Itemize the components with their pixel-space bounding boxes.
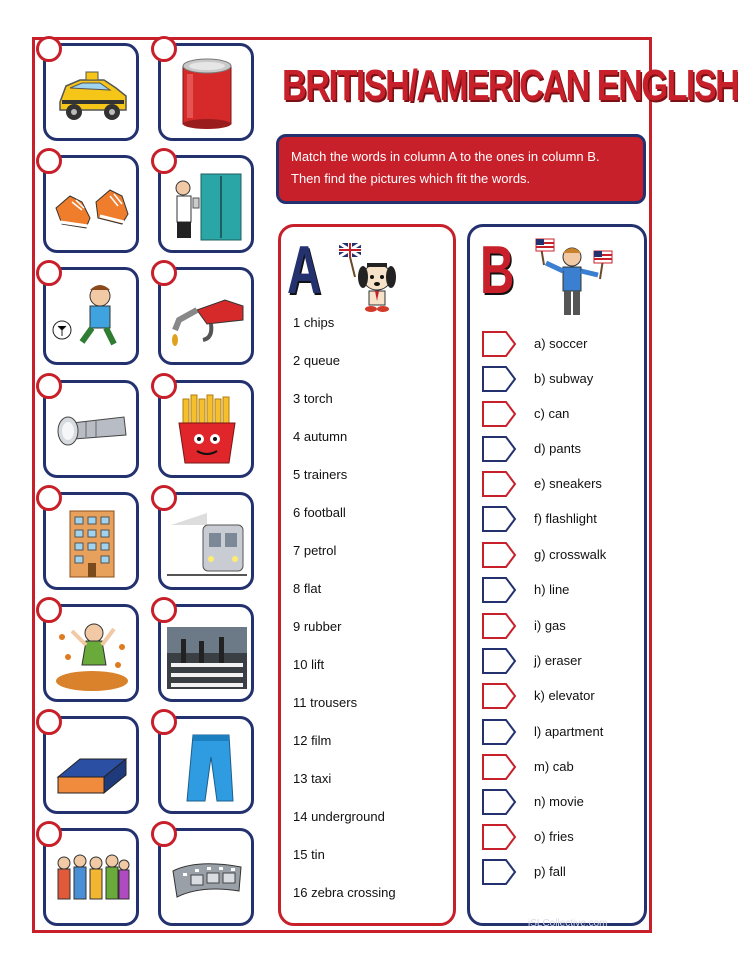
- column-b-row: [482, 789, 642, 815]
- zebra-crossing-icon: [167, 617, 247, 693]
- answer-arrow-box[interactable]: [482, 824, 516, 850]
- subway-train-icon: [167, 505, 247, 581]
- column-a-item: 12 film: [293, 733, 332, 748]
- answer-arrow-box[interactable]: [482, 542, 516, 568]
- column-b-item: o) fries: [534, 829, 574, 844]
- column-a-item: 5 trainers: [293, 467, 348, 482]
- answer-arrow-box[interactable]: [482, 331, 516, 357]
- picture-card[interactable]: [158, 492, 254, 590]
- tin-can-icon: [167, 56, 247, 132]
- column-b-row: [482, 859, 642, 885]
- column-b-item: c) can: [534, 406, 570, 421]
- flashlight-icon: [52, 393, 132, 469]
- column-b-row: [482, 754, 642, 780]
- answer-arrow-box[interactable]: [482, 613, 516, 639]
- column-a-item: 3 torch: [293, 391, 333, 406]
- column-b-row: [482, 613, 642, 639]
- answer-arrow-box[interactable]: [482, 366, 516, 392]
- answer-arrow-box[interactable]: [482, 683, 516, 709]
- column-b-row: [482, 719, 642, 745]
- column-b-item: e) sneakers: [534, 476, 602, 491]
- us-flag-boy-icon: [534, 235, 614, 321]
- column-b-row: [482, 648, 642, 674]
- autumn-leaves-icon: [52, 617, 132, 693]
- column-b-row: [482, 506, 642, 532]
- picture-card[interactable]: [158, 380, 254, 478]
- queue-of-people-icon: [52, 841, 132, 917]
- column-b-item: g) crosswalk: [534, 547, 607, 562]
- instructions-line-1: Match the words in column A to the ones in column B.: [291, 149, 600, 164]
- column-a-item: 2 queue: [293, 353, 340, 368]
- column-b-item: p) fall: [534, 864, 566, 879]
- elevator-icon: [167, 168, 247, 244]
- soccer-player-icon: [52, 280, 132, 356]
- column-b-item: m) cab: [534, 759, 574, 774]
- answer-arrow-box[interactable]: [482, 789, 516, 815]
- picture-card[interactable]: [43, 828, 139, 926]
- picture-card[interactable]: [158, 716, 254, 814]
- sneakers-icon: [52, 168, 132, 244]
- column-b-item: k) elevator: [534, 688, 595, 703]
- column-b-item: f) flashlight: [534, 511, 597, 526]
- eraser-icon: [52, 729, 132, 805]
- picture-card[interactable]: [158, 43, 254, 141]
- column-a-item: 14 underground: [293, 809, 385, 824]
- column-b-row: [482, 542, 642, 568]
- instructions-box: [276, 134, 646, 204]
- picture-card[interactable]: [158, 267, 254, 365]
- film-reel-icon: [167, 841, 247, 917]
- column-a-item: 8 flat: [293, 581, 322, 596]
- picture-card[interactable]: [43, 604, 139, 702]
- column-b-row: [482, 331, 642, 357]
- fries-icon: [167, 393, 247, 469]
- picture-card[interactable]: [43, 492, 139, 590]
- apartment-building-icon: [52, 505, 132, 581]
- answer-arrow-box[interactable]: [482, 859, 516, 885]
- picture-card[interactable]: [43, 267, 139, 365]
- column-b-item: a) soccer: [534, 336, 588, 351]
- column-a-item: 4 autumn: [293, 429, 348, 444]
- column-a-item: 13 taxi: [293, 771, 332, 786]
- column-b-row: [482, 683, 642, 709]
- column-a-item: 11 trousers: [293, 695, 358, 710]
- column-a-item: 9 rubber: [293, 619, 342, 634]
- picture-card[interactable]: [158, 828, 254, 926]
- picture-card[interactable]: [43, 380, 139, 478]
- column-a-letter: A: [287, 232, 322, 308]
- answer-arrow-box[interactable]: [482, 719, 516, 745]
- column-b-item: i) gas: [534, 618, 566, 633]
- answer-arrow-box[interactable]: [482, 506, 516, 532]
- column-a-item: 7 petrol: [293, 543, 337, 558]
- answer-arrow-box[interactable]: [482, 401, 516, 427]
- answer-arrow-box[interactable]: [482, 648, 516, 674]
- column-b-item: n) movie: [534, 794, 584, 809]
- column-b-row: [482, 824, 642, 850]
- column-b-row: [482, 577, 642, 603]
- instructions-line-2: Then find the pictures which fit the words.: [291, 171, 531, 186]
- gas-nozzle-icon: [167, 280, 247, 356]
- column-b-row: [482, 401, 642, 427]
- picture-card[interactable]: [158, 155, 254, 253]
- picture-card[interactable]: [43, 43, 139, 141]
- column-b-item: h) line: [534, 582, 570, 597]
- column-a: [278, 224, 456, 926]
- picture-card[interactable]: [43, 716, 139, 814]
- column-b-item: j) eraser: [534, 653, 582, 668]
- taxi-icon: [52, 56, 132, 132]
- column-b-letter: B: [480, 232, 515, 308]
- uk-flag-dog-icon: [337, 237, 407, 317]
- column-a-item: 15 tin: [293, 847, 325, 862]
- column-a-item: 16 zebra crossing: [293, 885, 396, 900]
- column-b-row: [482, 471, 642, 497]
- picture-card[interactable]: [158, 604, 254, 702]
- column-b-row: [482, 436, 642, 462]
- page-title: BRITISH/AMERICAN ENGLISH: [282, 61, 738, 110]
- picture-card[interactable]: [43, 155, 139, 253]
- column-b: [467, 224, 647, 926]
- column-a-item: 1 chips: [293, 315, 335, 330]
- column-b-item: d) pants: [534, 441, 581, 456]
- column-b-item: l) apartment: [534, 724, 604, 739]
- trousers-icon: [167, 729, 247, 805]
- watermark: iSLCollective.com: [528, 918, 608, 929]
- answer-arrow-box[interactable]: [482, 436, 516, 462]
- answer-arrow-box[interactable]: [482, 754, 516, 780]
- column-a-item: 10 lift: [293, 657, 325, 672]
- column-b-item: b) subway: [534, 371, 594, 386]
- column-b-row: [482, 366, 642, 392]
- column-a-item: 6 football: [293, 505, 346, 520]
- answer-arrow-box[interactable]: [482, 471, 516, 497]
- answer-arrow-box[interactable]: [482, 577, 516, 603]
